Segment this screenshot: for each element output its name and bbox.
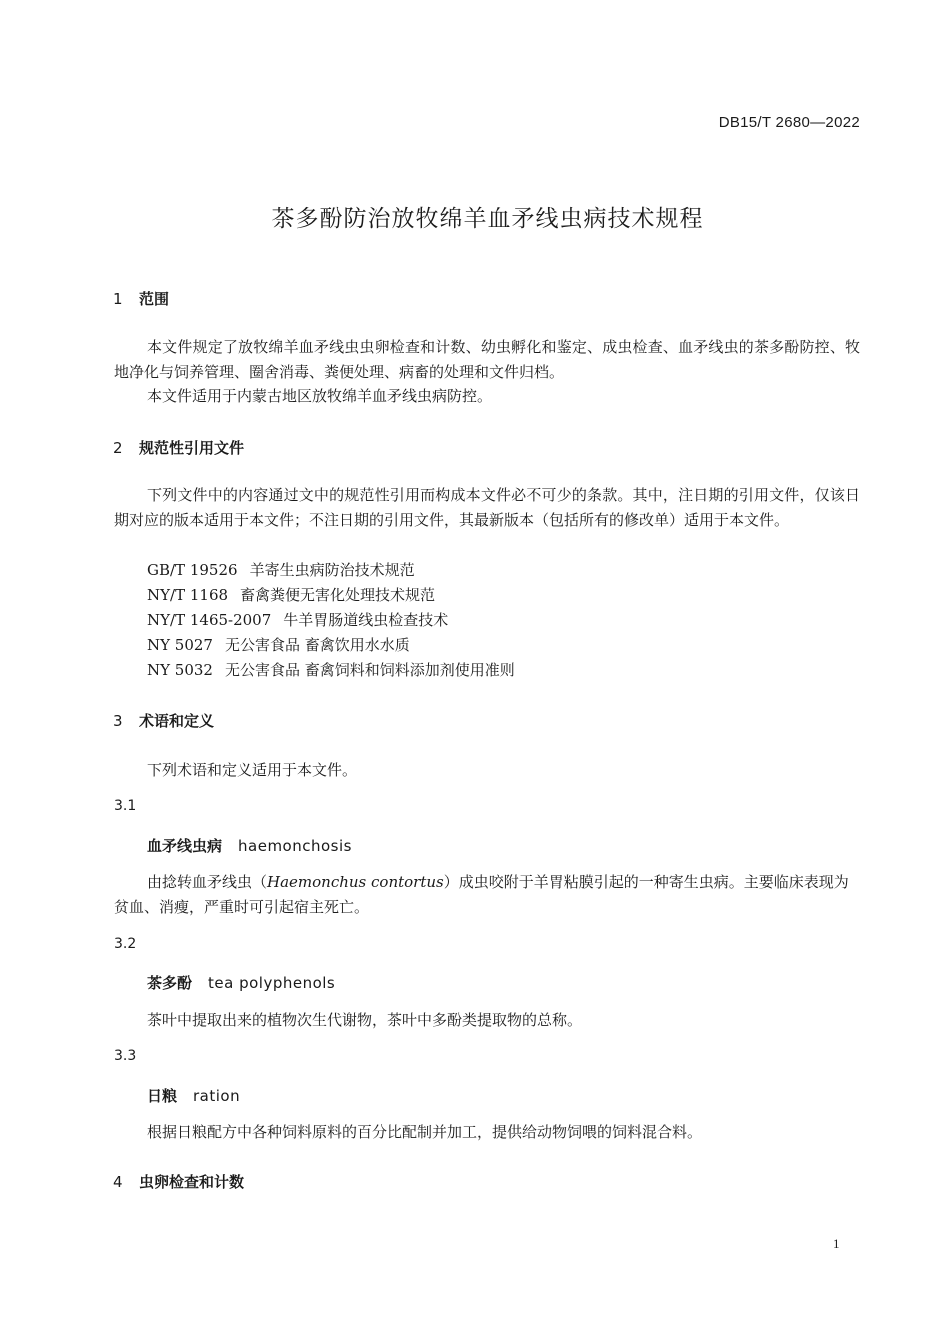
page-number: 1 (833, 1236, 840, 1251)
section-heading-normative-references (113, 437, 244, 458)
section-number: 2 (113, 439, 123, 457)
section-number: 1 (113, 290, 123, 308)
reference-code: GB/T 19526 (147, 561, 238, 579)
references-intro: 下列文件中的内容通过文中的规范性引用而构成本文件必不可少的条款。其中，注日期的引用文件，仅该日期对应的版本适用于本文件；不注日期的引用文件，其最新版本（包括所有的修改单）适用于本文件。 (114, 486, 860, 529)
term-number: 3.2 (114, 936, 137, 952)
term-en: ration (193, 1087, 241, 1105)
term-en: haemonchosis (238, 837, 352, 855)
section-heading-terms (113, 710, 214, 731)
latin-name: Haemonchus contortus (267, 873, 444, 891)
term-entry (147, 1085, 240, 1106)
reference-title: 羊寄生虫病防治技术规范 (249, 561, 415, 579)
term-zh: 血矛线虫病 (147, 837, 223, 855)
term-entry (147, 972, 335, 993)
term-definition: 根据日粮配方中各种饲料原料的百分比配制并加工，提供给动物饲喂的饲料混合料。 (147, 1123, 703, 1141)
section-title: 虫卵检查和计数 (139, 1173, 245, 1191)
term-number: 3.3 (114, 1048, 137, 1064)
term-definition: 茶叶中提取出来的植物次生代谢物，茶叶中多酚类提取物的总称。 (147, 1011, 583, 1029)
term-zh: 茶多酚 (147, 974, 193, 992)
reference-item (147, 583, 435, 608)
reference-code: NY 5027 (147, 636, 213, 654)
document-title: 茶多酚防治放牧绵羊血矛线虫病技术规程 (271, 206, 704, 232)
reference-code: NY/T 1465-2007 (147, 611, 272, 629)
section-number: 3 (113, 712, 123, 730)
reference-code: NY/T 1168 (147, 586, 229, 604)
reference-title: 无公害食品 畜禽饲料和饲料添加剂使用准则 (224, 661, 515, 679)
reference-item (147, 558, 415, 583)
terms-intro: 下列术语和定义适用于本文件。 (147, 761, 358, 779)
section-title: 范围 (139, 290, 170, 308)
reference-item (147, 608, 448, 633)
standard-code: DB15/T 2680—2022 (718, 114, 860, 131)
reference-code: NY 5032 (147, 661, 213, 679)
reference-item (147, 633, 410, 658)
section-title: 规范性引用文件 (139, 439, 245, 457)
section-title: 术语和定义 (139, 712, 215, 730)
term-en: tea polyphenols (208, 974, 336, 992)
term-zh: 日粮 (147, 1087, 178, 1105)
section-heading-egg-count (113, 1171, 244, 1192)
definition-text: 由捻转血矛线虫（ (147, 873, 268, 891)
reference-title: 无公害食品 畜禽饮用水水质 (224, 636, 410, 654)
reference-title: 畜禽粪便无害化处理技术规范 (240, 586, 436, 604)
reference-item (147, 658, 515, 683)
section-heading-scope (113, 288, 169, 309)
scope-paragraph-2: 本文件适用于内蒙古地区放牧绵羊血矛线虫病防控。 (147, 387, 493, 405)
term-number: 3.1 (114, 798, 137, 814)
reference-title: 牛羊胃肠道线虫检查技术 (283, 611, 449, 629)
scope-paragraph-1: 本文件规定了放牧绵羊血矛线虫虫卵检查和计数、幼虫孵化和鉴定、成虫检查、血矛线虫的茶多酚防控、牧地净化与饲养管理、圈舍消毒、粪便处理、病畜的处理和文件归档。 (114, 338, 860, 381)
definition-text: ）成虫咬附于羊胃粘膜引起的一种寄生虫病。主要临床表现为贫血、消瘦，严重时可引起宿主死亡。 (114, 873, 849, 916)
term-definition (114, 870, 860, 920)
section-number: 4 (113, 1173, 123, 1191)
term-entry (147, 835, 352, 856)
